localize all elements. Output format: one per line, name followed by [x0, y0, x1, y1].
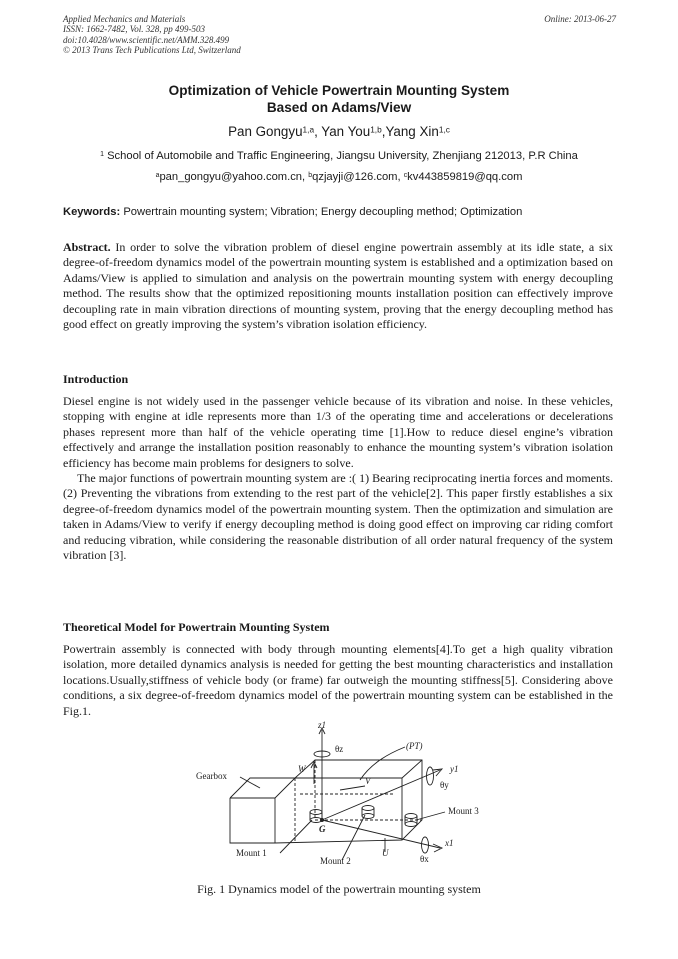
keywords-label: Keywords:	[63, 206, 121, 218]
mount3-leader-line	[416, 812, 445, 820]
abstract	[63, 240, 613, 332]
center-of-gravity-dot	[320, 818, 324, 822]
gearbox-leader-line	[240, 777, 260, 788]
mount1-leader-line	[280, 820, 312, 853]
gearbox-front-edge	[230, 798, 275, 843]
label-x1: x1	[445, 838, 454, 848]
label-mount2: Mount 2	[320, 856, 351, 866]
email-sup: a	[155, 171, 160, 179]
keywords-text: Powertrain mounting system; Vibration; Energy decoupling method; Optimization	[123, 206, 523, 218]
journal-doi[interactable]: doi:10.4028/www.scientific.net/AMM.328.499	[63, 34, 230, 45]
paper-title	[0, 82, 678, 116]
label-mount1: Mount 1	[236, 848, 267, 858]
journal-header	[63, 14, 241, 55]
hidden-edge	[315, 760, 422, 820]
section-heading-introduction: Introduction	[63, 372, 129, 386]
author-sup: 1,b	[370, 124, 382, 135]
label-v: V	[365, 776, 371, 786]
email-sup: b	[308, 171, 313, 179]
title-line-2: Based on Adams/View	[266, 100, 412, 115]
label-y1: y1	[450, 764, 459, 774]
email-sup: c	[403, 171, 408, 179]
author-name: Yan You	[321, 124, 371, 139]
abstract-text: In order to solve the vibration problem of diesel engine powertrain assembly at its idle state, a six degree-of-freedom dynamics model of the powertrain mounting system is established and a optimization based on Adams/View is applied to simulation and analysis on the powertrain mounting system with energy decoupling method. The results show that the optimized repositioning mounts installation position can effectively improve decoupling rate in main vibration directions of mounting system, proving that the energy decoupling method has good effect on greatly improving the system’s vibration isolation efficiency.	[63, 240, 613, 332]
theta-y-rotation	[427, 767, 434, 785]
label-u: U	[382, 848, 389, 858]
email-address[interactable]: qzjayji@126.com	[312, 171, 398, 183]
label-gearbox: Gearbox	[196, 771, 227, 781]
author-name: Pan Gongyu	[228, 124, 303, 139]
label-theta-z: θz	[335, 744, 344, 754]
paragraph: Diesel engine is not widely used in the passenger vehicle because of its vibration and noise. In these vehicles, stopping with engine at idle represents more than 1/3 of the operating time and accelerations or decelerations phases represent more than half of the vehicle operating time [1].How to reduce diesel engine’s vibration effectively and arrange the installation position reasonably to enhance the mounting system’s vibration isolation efficiency has become main problems for designers to solve.	[63, 394, 613, 470]
x1-axis	[322, 820, 440, 848]
v-arrow	[340, 786, 365, 790]
label-g: G	[319, 824, 326, 834]
affiliation-sup: 1	[100, 150, 104, 158]
author-sup: 1,c	[438, 124, 450, 135]
powertrain-model-svg	[190, 720, 490, 875]
figure-1-diagram	[190, 720, 490, 875]
paragraph: Powertrain assembly is connected with body through mounting elements[4].To get a high quality vibration isolation, more detailed dynamics analysis is needed for getting the best mounting characteristics and installation locations.Usually,stiffness of vehicle body (or frame) far outweigh the mounting stiffness[5]. Considering above conditions, a six degree-of-freedom dynamics model of the powertrain mounting system can be established in the Fig.1.	[63, 642, 613, 718]
section-heading-theory: Theoretical Model for Powertrain Mounting System	[63, 620, 330, 634]
paragraph: The major functions of powertrain mounting system are :( 1) Bearing reciprocating inertia forces and moments.(2) Preventing the vibrations from extending to the rest part of the vehicle[2]. This paper firstly establishes a six degree-of-freedom dynamics model of the powertrain mounting system. Then the optimization and simulation are taken in Adams/View to verify if energy decoupling method is doing good effect on improving car riding comfort and reducing vibration, while considering the reasonable distribution of all order natural frequency of the system vibration [3].	[63, 471, 613, 563]
author-sup: 1,a	[302, 124, 315, 135]
email-address[interactable]: kv443859819@qq.com	[407, 171, 523, 183]
figure-caption: Fig. 1 Dynamics model of the powertrain mounting system	[197, 882, 481, 896]
label-theta-x: θx	[420, 854, 429, 864]
email-list: $^a$pan_gongyu@yahoo.com.cn, $^b$qzjayji@126.com, $^c$kv443859819@qq.com	[155, 171, 523, 183]
online-date: Online: 2013-06-27	[544, 14, 616, 24]
label-theta-y: θy	[440, 780, 449, 790]
introduction-body	[63, 394, 613, 563]
keywords	[63, 206, 522, 218]
affiliation-text: School of Automobile and Traffic Engineering, Jiangsu University, Zhenjiang 212013, P.R China	[107, 150, 578, 162]
abstract-label: Abstract.	[63, 240, 111, 254]
label-pt: (PT)	[406, 741, 423, 751]
theory-body	[63, 642, 613, 719]
journal-copyright: © 2013 Trans Tech Publications Ltd, Switzerland	[63, 44, 241, 55]
x1-arrowhead	[433, 844, 442, 852]
label-w: W	[298, 764, 306, 774]
label-z1: z1	[318, 720, 327, 730]
author-list: Pan Gongyu$^{1,a}$, Yan You$^{1,b}$,Yang Xin$^{1,c}$	[228, 124, 450, 139]
title-line-1: Optimization of Vehicle Powertrain Mounting System	[168, 83, 510, 98]
author-name: Yang Xin	[385, 124, 439, 139]
mount2-leader-line	[342, 815, 365, 860]
email-address[interactable]: pan_gongyu@yahoo.com.cn	[159, 171, 303, 183]
journal-name: Applied Mechanics and Materials	[63, 14, 186, 24]
label-mount3: Mount 3	[448, 806, 479, 816]
affiliation	[0, 150, 678, 162]
journal-issn: ISSN: 1662-7482, Vol. 328, pp 499-503	[63, 24, 205, 35]
engine-front-edges	[275, 778, 402, 843]
